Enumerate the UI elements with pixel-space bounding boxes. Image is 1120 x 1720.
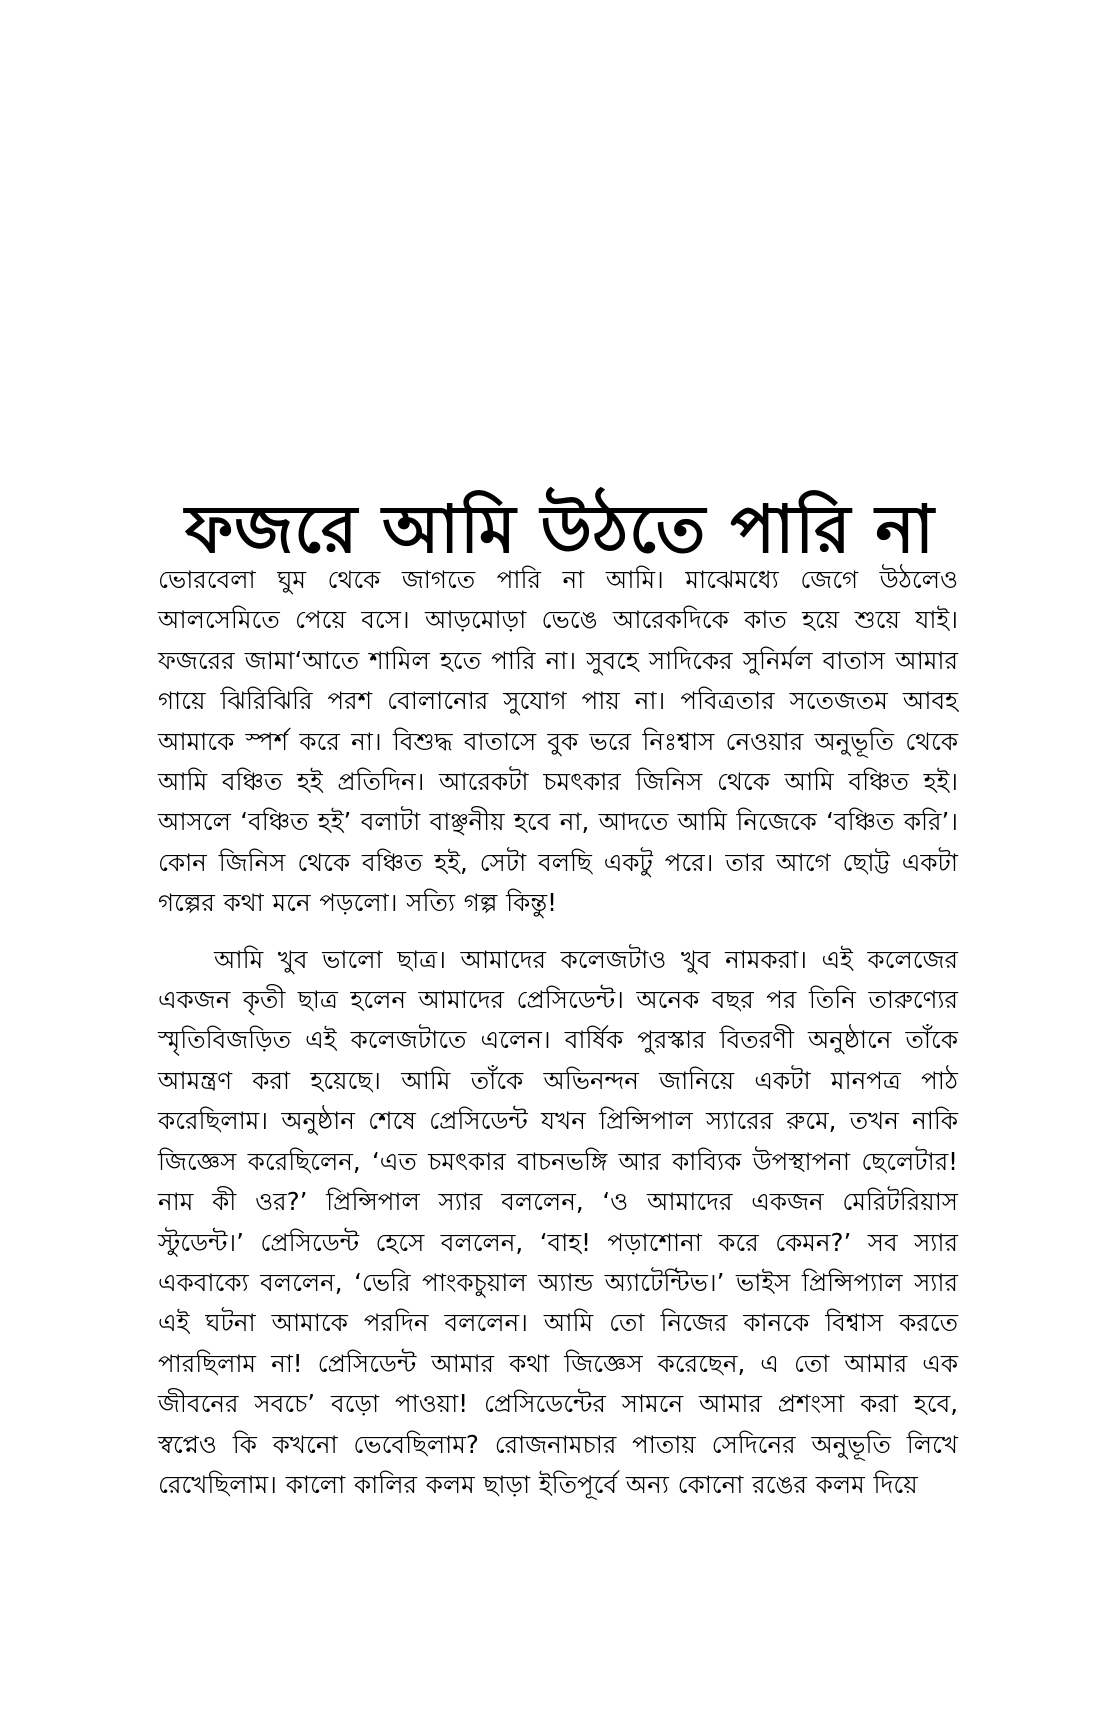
chapter-body [158,560,958,1505]
chapter-title: ফজরে আমি উঠতে পারি না [185,490,935,569]
paragraph-1: ভোরবেলা ঘুম থেকে জাগতে পারি না আমি। মাঝেমধ্যে জেগে উঠলেও আলসেমিতে পেয়ে বসে। আড়মোড়া ভেঙে আরেকদিকে কাত হয়ে শুয়ে যাই। ফজরের জামা‘আতে শামিল হতে পারি না। সুবহে সাদিকের সুনির্মল বাতাস আমার গায়ে ঝিরিঝিরি পরশ বোলানোর সুযোগ পায় না। পবিত্রতার সতেজতম আবহ আমাকে স্পর্শ করে না। বিশুদ্ধ বাতাসে বুক ভরে নিঃশ্বাস নেওয়ার অনুভূতি থেকে আমি বঞ্চিত হই প্রতিদিন। আরেকটা চমৎকার জিনিস থেকে আমি বঞ্চিত হই। আসলে ‘বঞ্চিত হই’ বলাটা বাঞ্ছনীয় হবে না, আদতে আমি নিজেকে ‘বঞ্চিত করি’। কোন জিনিস থেকে বঞ্চিত হই, সেটা বলছি একটু পরে। তার আগে ছোট্ট একটা গল্পের কথা মনে পড়লো। সত্যি গল্প কিন্তু! [158,565,958,918]
paragraph-2: আমি খুব ভালো ছাত্র। আমাদের কলেজটাও খুব নামকরা। এই কলেজের একজন কৃতী ছাত্র হলেন আমাদের প্রেসিডেন্ট। অনেক বছর পর তিনি তারুণ্যের স্মৃতিবিজড়িত এই কলেজটাতে এলেন। বার্ষিক পুরস্কার বিতরণী অনুষ্ঠানে তাঁকে আমন্ত্রণ করা হয়েছে। আমি তাঁকে অভিনন্দন জানিয়ে একটা মানপত্র পাঠ করেছিলাম। অনুষ্ঠান শেষে প্রেসিডেন্ট যখন প্রিন্সিপাল স্যারের রুমে, তখন নাকি জিজ্ঞেস করেছিলেন, ‘এত চমৎকার বাচনভঙ্গি আর কাব্যিক উপস্থাপনা ছেলেটার! নাম কী ওর?’ প্রিন্সিপাল স্যার বললেন, ‘ও আমাদের একজন মেরিটরিয়াস স্টুডেন্ট।’ প্রেসিডেন্ট হেসে বললেন, ‘বাহ! পড়াশোনা করে কেমন?’ সব স্যার একবাক্যে বললেন, ‘ভেরি পাংকচুয়াল অ্যান্ড অ্যাটেন্টিভ।’ ভাইস প্রিন্সিপ্যাল স্যার এই ঘটনা আমাকে পরদিন বললেন। আমি তো নিজের কানকে বিশ্বাস করতে পারছিলাম না! প্রেসিডেন্ট আমার কথা জিজ্ঞেস করেছেন, এ তো আমার এক জীবনের সবচে’ বড়ো পাওয়া! প্রেসিডেন্টের সামনে আমার প্রশংসা করা হবে, স্বপ্নেও কি কখনো ভেবেছিলাম? রোজনামচার পাতায় সেদিনের অনুভূতি লিখে রেখেছিলাম। কালো কালির কলম ছাড়া ইতিপূর্বে অন্য কোনো রঙের কলম দিয়ে [158,944,958,1499]
